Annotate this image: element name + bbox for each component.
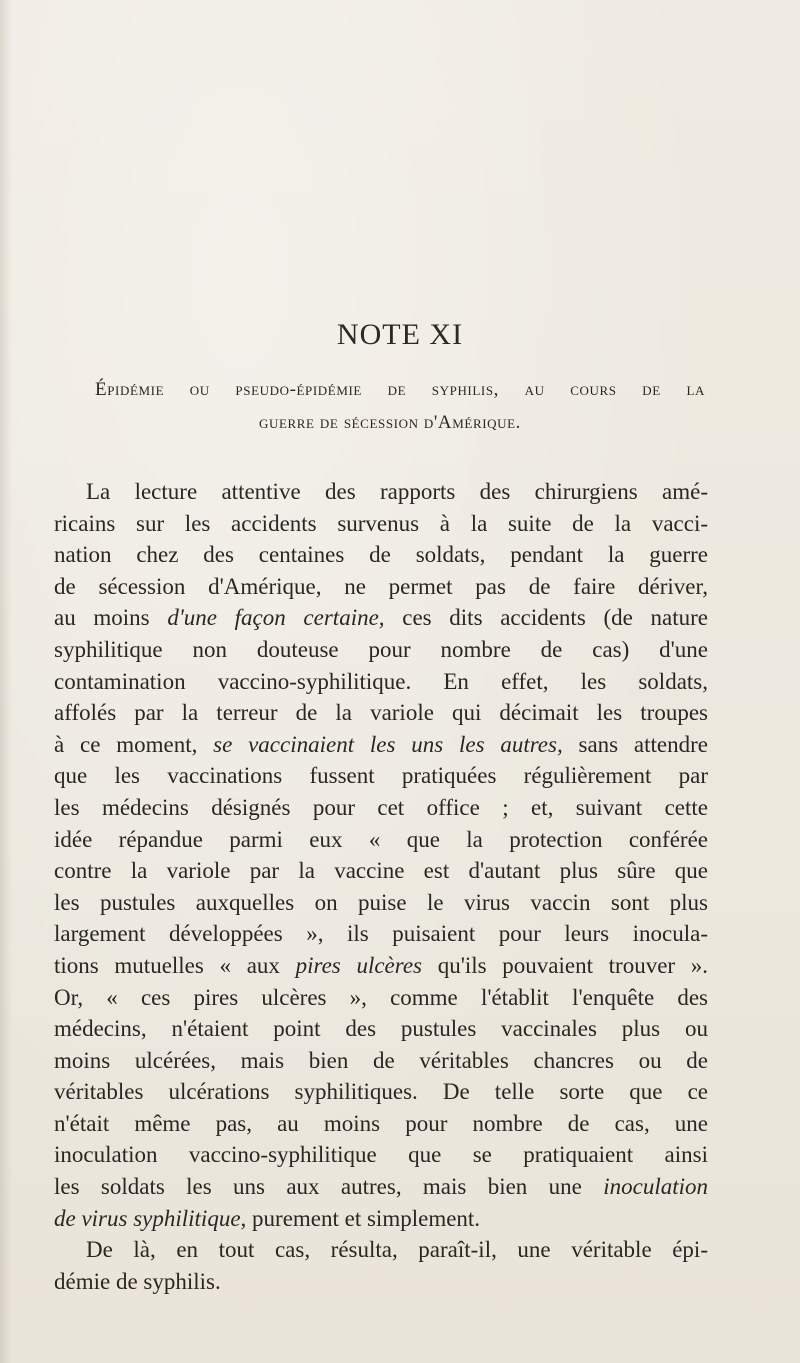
text-line: n'était même pas, au moins pour nombre de cas, une xyxy=(54,1110,708,1136)
text-line xyxy=(54,729,708,761)
text-line: La lecture attentive des rapports des chirurgiens amé- xyxy=(86,479,708,504)
note-subtitle xyxy=(95,373,705,439)
text-line: nation chez des centaines de soldats, pendant la guerre xyxy=(54,542,708,568)
subtitle-line: Épidémie ou pseudo-épidémie de syphilis, au cours de la xyxy=(95,379,705,400)
text-line: idée répandue parmi eux « que la protection conférée xyxy=(54,826,708,852)
paragraph-1 xyxy=(54,476,708,1234)
text-line: que les vaccinations fussent pratiquées régulièrement par xyxy=(54,763,708,789)
text-line xyxy=(54,1203,708,1235)
text-line: inoculation vaccino-syphilitique que se pratiquaient ainsi xyxy=(54,1142,708,1168)
text-run: sans attendre xyxy=(562,731,708,757)
text-run: ces dits accidents (de nature xyxy=(384,605,708,631)
text-line: les pustules auxquelles on puise le virus vaccin sont plus xyxy=(54,889,708,915)
text-run: purement et simplement. xyxy=(246,1205,481,1231)
text-line: démie de syphilis. xyxy=(54,1268,221,1294)
italic-phrase: inoculation xyxy=(603,1174,708,1200)
text-line: contre la variole par la vaccine est d'autant plus sûre que xyxy=(54,858,708,884)
italic-phrase: de virus syphilitique, xyxy=(54,1205,247,1231)
italic-phrase: se vaccinaient les uns les autres, xyxy=(213,731,563,757)
text-line xyxy=(54,602,708,634)
note-heading: NOTE XI xyxy=(336,318,464,351)
text-line xyxy=(54,950,708,982)
text-line: ricains sur les accidents survenus à la suite de la vacci- xyxy=(54,510,708,536)
subtitle-line: guerre de sécession d'Amérique. xyxy=(258,412,522,433)
text-run: tions mutuelles « aux xyxy=(54,952,296,978)
text-line: de sécession d'Amérique, ne permet pas de faire dériver, xyxy=(54,573,708,599)
text-line: contamination vaccino-syphilitique. En effet, les soldats, xyxy=(54,668,708,694)
italic-phrase: pires ulcères xyxy=(295,952,423,978)
text-line: syphilitique non douteuse pour nombre de cas) d'une xyxy=(54,636,708,662)
body-text xyxy=(54,476,708,1297)
text-line xyxy=(54,1171,708,1203)
text-run: qu'ils pouvaient trouver ». xyxy=(422,952,708,978)
text-run: à ce moment, xyxy=(54,731,214,757)
text-line: les médecins désignés pour cet office ; et, suivant cette xyxy=(54,794,708,820)
text-line: largement développées », ils puisaient pour leurs inocula- xyxy=(54,921,708,947)
text-line: véritables ulcérations syphilitiques. De telle sorte que ce xyxy=(54,1079,708,1105)
paragraph-2 xyxy=(54,1234,708,1297)
text-line: affolés par la terreur de la variole qui décimait les troupes xyxy=(54,700,708,726)
text-line: médecins, n'étaient point des pustules vaccinales plus ou xyxy=(54,1016,708,1042)
page-edge-shadow xyxy=(0,0,12,1363)
text-line: Or, « ces pires ulcères », comme l'établit l'enquête des xyxy=(54,984,708,1010)
text-line: De là, en tout cas, résulta, paraît-il, une véritable épi- xyxy=(86,1237,708,1263)
text-run: au moins xyxy=(54,605,168,631)
italic-phrase: d'une façon certaine, xyxy=(167,605,385,631)
text-run: les soldats les uns aux autres, mais bien une xyxy=(54,1174,604,1200)
text-line: moins ulcérées, mais bien de véritables chancres ou de xyxy=(54,1047,708,1073)
